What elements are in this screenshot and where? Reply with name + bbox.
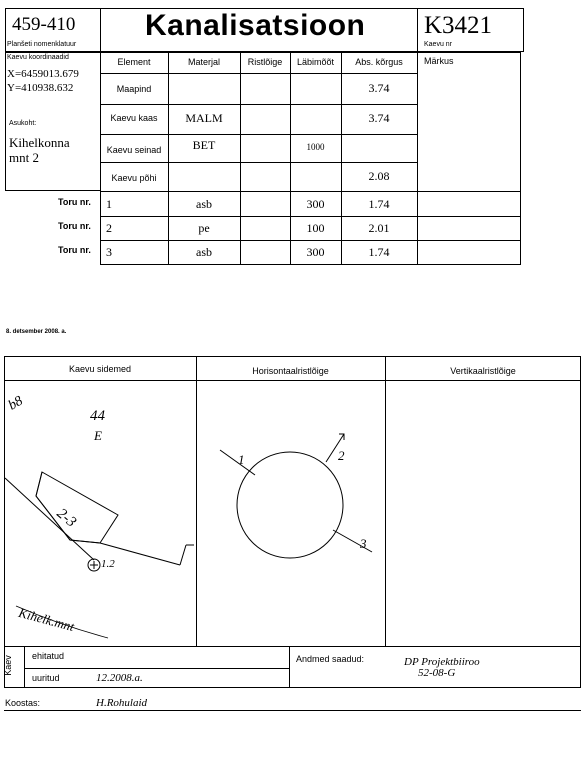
- location-line2: mnt 2: [9, 150, 39, 165]
- col-header-remarks: Märkus: [424, 56, 454, 66]
- row-material: MALM: [185, 111, 223, 125]
- footer-side-label: Kaev: [2, 655, 13, 676]
- pipe-mark-1: 1: [238, 452, 245, 467]
- sketch-header-horizontal: Horisontaalristlõige: [252, 366, 329, 376]
- row-element: Maapind: [116, 84, 152, 94]
- pipe-label: Toru nr.: [58, 197, 91, 207]
- row-height: 2.08: [368, 169, 390, 183]
- sketch-header-connections: Kaevu sidemed: [68, 364, 132, 374]
- sketch-note: b8: [5, 393, 26, 414]
- map-sheet-number: 459-410: [12, 14, 76, 35]
- pipe-height: 1.74: [368, 245, 390, 259]
- data-source-line2: 52-08-G: [418, 667, 456, 679]
- pipe-material: pe: [198, 221, 210, 235]
- row-element: Kaevu seinad: [106, 145, 162, 155]
- pipe-height: 1.74: [368, 197, 390, 211]
- row-element: Kaevu kaas: [110, 113, 158, 123]
- data-source-line1: DP Projektbiiroo: [404, 656, 480, 668]
- date-line: 8. detsember 2008. a.: [6, 329, 67, 335]
- pipe-number: 2: [106, 221, 112, 235]
- col-header-height: Abs. kõrgus: [355, 57, 403, 67]
- coordinates-label: Kaevu koordinaadid: [7, 54, 69, 61]
- col-header-material: Materjal: [187, 57, 220, 67]
- pipe-number: 1: [106, 197, 112, 211]
- sketch-note: 2-3: [53, 505, 80, 531]
- pipe-mark-2: 2: [338, 448, 345, 463]
- surveyed-label: uuritud: [32, 673, 60, 683]
- row-height: 3.74: [368, 81, 390, 95]
- sketch-note: E: [94, 428, 102, 443]
- well-number: K3421: [424, 12, 493, 39]
- sketch-header-vertical: Vertikaalristlõige: [450, 366, 516, 376]
- footer-box: [4, 646, 581, 688]
- surveyed-value: 12.2008.a.: [96, 672, 143, 684]
- well-number-label: Kaevu nr: [424, 41, 453, 48]
- map-sheet-label: Planšeti nomenklatuur: [7, 41, 77, 48]
- location-label: Asukoht:: [9, 120, 37, 127]
- sketch-note: 44: [90, 408, 105, 424]
- coordinate-x: X=6459013.679: [7, 68, 79, 80]
- col-header-section: Ristlõige: [247, 57, 283, 67]
- sketch-note: 1.2: [101, 558, 115, 570]
- row-diameter: 1000: [306, 142, 325, 152]
- data-source-label: Andmed saadud:: [296, 654, 365, 664]
- built-label: ehitatud: [32, 651, 65, 661]
- pipe-mark-3: 3: [360, 536, 367, 551]
- sketch-note: Kihelk.mnt: [17, 604, 76, 635]
- pipe-material: asb: [196, 245, 212, 259]
- pipe-diameter: 300: [306, 245, 325, 259]
- compiled-value: H.Rohulaid: [96, 697, 148, 709]
- pipe-diameter: 100: [306, 221, 325, 235]
- col-header-diameter: Läbimõõt: [296, 57, 335, 67]
- pipe-height: 2.01: [368, 221, 390, 235]
- row-element: Kaevu põhi: [111, 173, 157, 183]
- pipe-number: 3: [106, 245, 112, 259]
- page-title: Kanalisatsioon: [145, 9, 366, 42]
- coordinate-y: Y=410938.632: [7, 82, 74, 94]
- row-material: BET: [192, 138, 216, 152]
- location-line1: Kihelkonna: [9, 135, 70, 150]
- row-height: 3.74: [368, 111, 390, 125]
- pipe-diameter: 300: [306, 197, 325, 211]
- compiled-label: Koostas:: [5, 698, 41, 708]
- pipe-label: Toru nr.: [58, 221, 91, 231]
- pipe-label: Toru nr.: [58, 245, 91, 255]
- col-header-element: Element: [117, 57, 151, 67]
- pipe-material: asb: [196, 197, 212, 211]
